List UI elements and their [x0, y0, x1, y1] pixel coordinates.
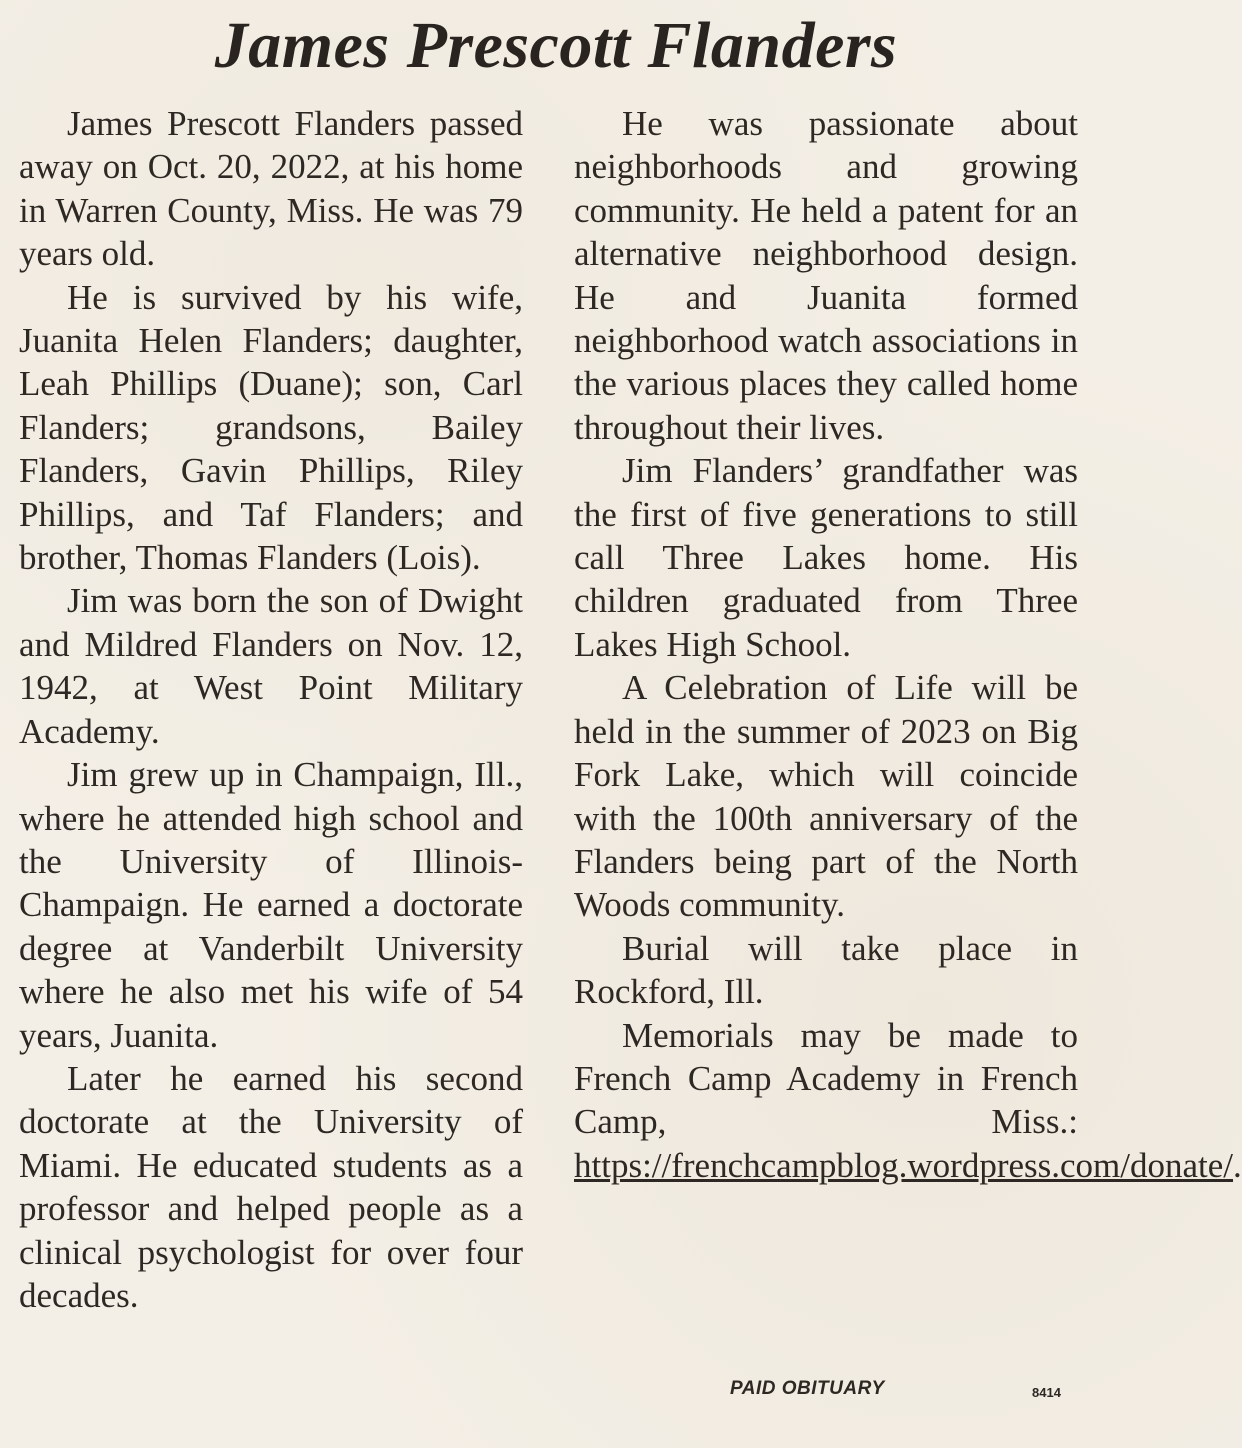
obituary-title: James Prescott Flanders — [214, 9, 898, 82]
paragraph-passing: James Prescott Flanders passed away on Oct. 20, 2022, at his home in Warren County, Miss. He was 79 years old. — [19, 104, 523, 274]
paragraph-education: Jim grew up in Champaign, Ill., where he attended high school and the University of Illinois-Champaign. He earned a doctorate degree at Vanderbilt University where he also met his wife of 54 years, Juanita. — [19, 755, 523, 1055]
paragraph-celebration: A Celebration of Life will be held in the summer of 2023 on Big Fork Lake, which will coincide with the 100th anniversary of the Flanders being part of the North Woods community. — [574, 668, 1078, 925]
right-column — [574, 102, 1242, 1187]
left-column — [19, 102, 523, 1317]
paragraph-community: He was passionate about neighborhoods and growing community. He held a patent for an alternative neighborhood design. He and Juanita formed neighborhood watch associations in the various places they called home throughout their lives. — [574, 104, 1078, 447]
paragraph-memorials — [574, 1014, 1242, 1188]
paragraph-birth: Jim was born the son of Dwight and Mildred Flanders on Nov. 12, 1942, at West Point Military Academy. — [19, 581, 523, 751]
paragraph-three-lakes: Jim Flanders’ grandfather was the first of five generations to still call Three Lakes home. His children graduated from Three Lakes High School. — [574, 451, 1078, 664]
paragraph-burial: Burial will take place in Rockford, Ill. — [574, 928, 1078, 1012]
paragraph-career: Later he earned his second doctorate at the University of Miami. He educated students as a professor and helped people as a clinical psychologist for over four decades. — [19, 1058, 523, 1315]
memorial-text: Memorials may be made to French Camp Academy in French Camp, Miss.: — [574, 1015, 1078, 1142]
ad-code: 8414 — [1032, 1385, 1061, 1400]
paid-obituary-label: PAID OBITUARY — [730, 1378, 885, 1399]
donate-link[interactable]: https://frenchcampblog.wordpress.com/donate/ — [574, 1145, 1234, 1185]
memorial-period: . — [1233, 1145, 1242, 1185]
paragraph-survivors: He is survived by his wife, Juanita Helen Flanders; daughter, Leah Phillips (Duane); son, Carl Flanders; grandsons, Bailey Flanders, Gavin Phillips, Riley Phillips, and Taf Flanders; and brother, Thomas Flanders (Lois). — [19, 277, 523, 578]
